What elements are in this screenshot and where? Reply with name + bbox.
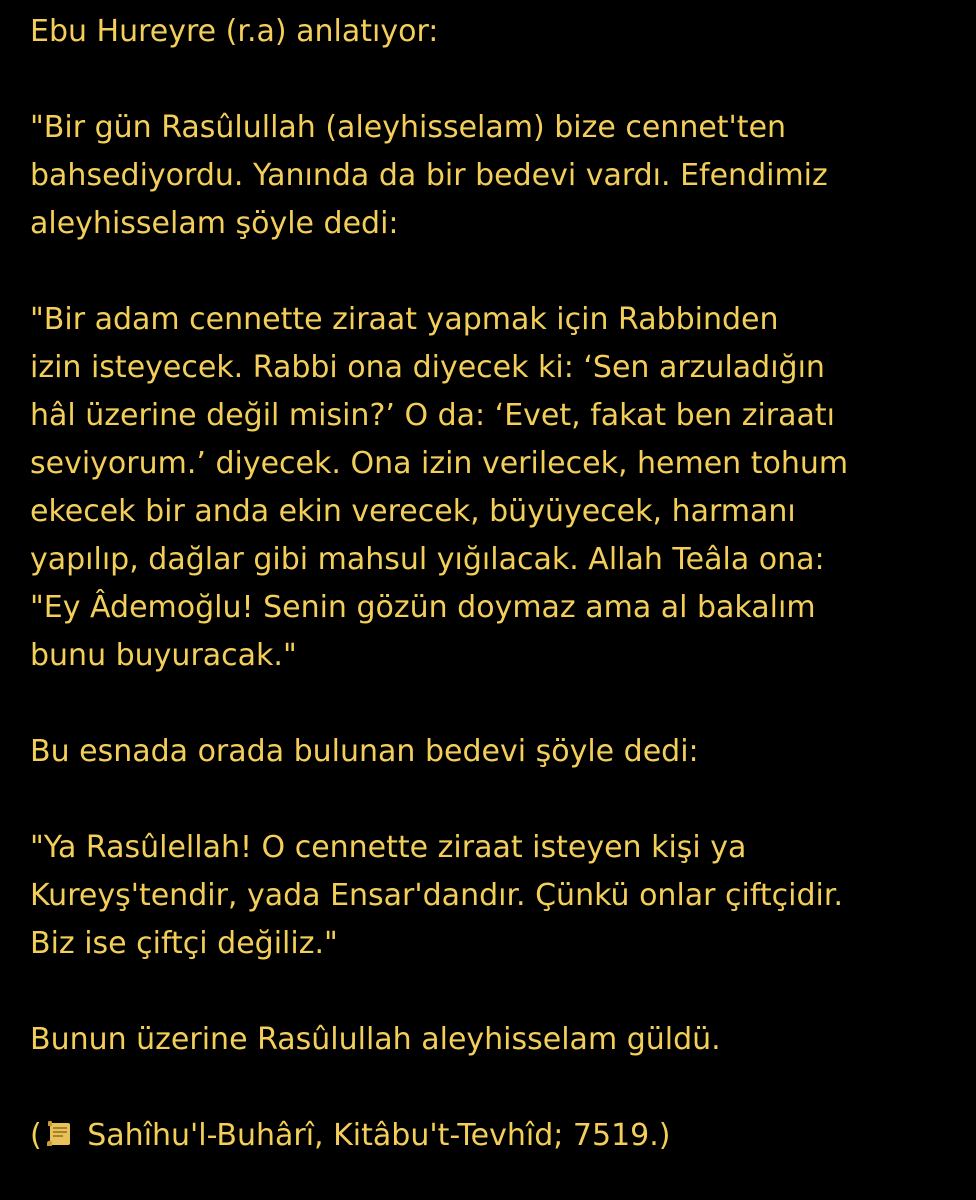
paragraph-4	[30, 824, 970, 968]
citation	[30, 1112, 970, 1160]
text-line: "Ey Âdemoğlu! Senin gözün doymaz ama al bakalım	[30, 590, 816, 625]
text-line: seviyorum.’ diyecek. Ona izin verilecek, hemen tohum	[30, 446, 849, 481]
text-line: izin isteyecek. Rabbi ona diyecek ki: ‘Sen arzuladığın	[30, 350, 825, 385]
text-line: hâl üzerine değil misin?’ O da: ‘Evet, fakat ben ziraatı	[30, 398, 836, 433]
citation-open-paren: (	[30, 1118, 42, 1153]
text-line: Kureyş'tendir, yada Ensar'dandır. Çünkü onlar çiftçidir.	[30, 878, 843, 913]
intro-line: Ebu Hureyre (r.a) anlatıyor:	[30, 14, 439, 49]
paragraph-1	[30, 104, 970, 248]
text-line: bunu buyuracak."	[30, 638, 297, 673]
paragraph-3	[30, 728, 970, 776]
text-line: Bu esnada orada bulunan bedevi şöyle dedi:	[30, 734, 699, 769]
text-line: aleyhisselam şöyle dedi:	[30, 206, 399, 241]
intro-paragraph	[30, 8, 970, 56]
text-line: Biz ise çiftçi değiliz."	[30, 926, 338, 961]
citation-paragraph	[30, 1112, 970, 1160]
document-body	[30, 8, 970, 1160]
text-line: "Bir adam cennette ziraat yapmak için Rabbinden	[30, 302, 779, 337]
text-line: "Bir gün Rasûlullah (aleyhisselam) bize cennet'ten	[30, 110, 787, 145]
paragraph-5	[30, 1016, 970, 1064]
text-line: "Ya Rasûlellah! O cennette ziraat isteyen kişi ya	[30, 830, 747, 865]
paragraph-2	[30, 296, 970, 680]
citation-text: Sahîhu'l-Buhârî, Kitâbu't-Tevhîd; 7519.)	[77, 1118, 671, 1153]
text-line: bahsediyordu. Yanında da bir bedevi vardı. Efendimiz	[30, 158, 828, 193]
text-line: yapılıp, dağlar gibi mahsul yığılacak. Allah Teâla ona:	[30, 542, 825, 577]
text-line: ekecek bir anda ekin verecek, büyüyecek, harmanı	[30, 494, 796, 529]
scroll-icon	[44, 1119, 74, 1149]
text-line: Bunun üzerine Rasûlullah aleyhisselam güldü.	[30, 1022, 721, 1057]
